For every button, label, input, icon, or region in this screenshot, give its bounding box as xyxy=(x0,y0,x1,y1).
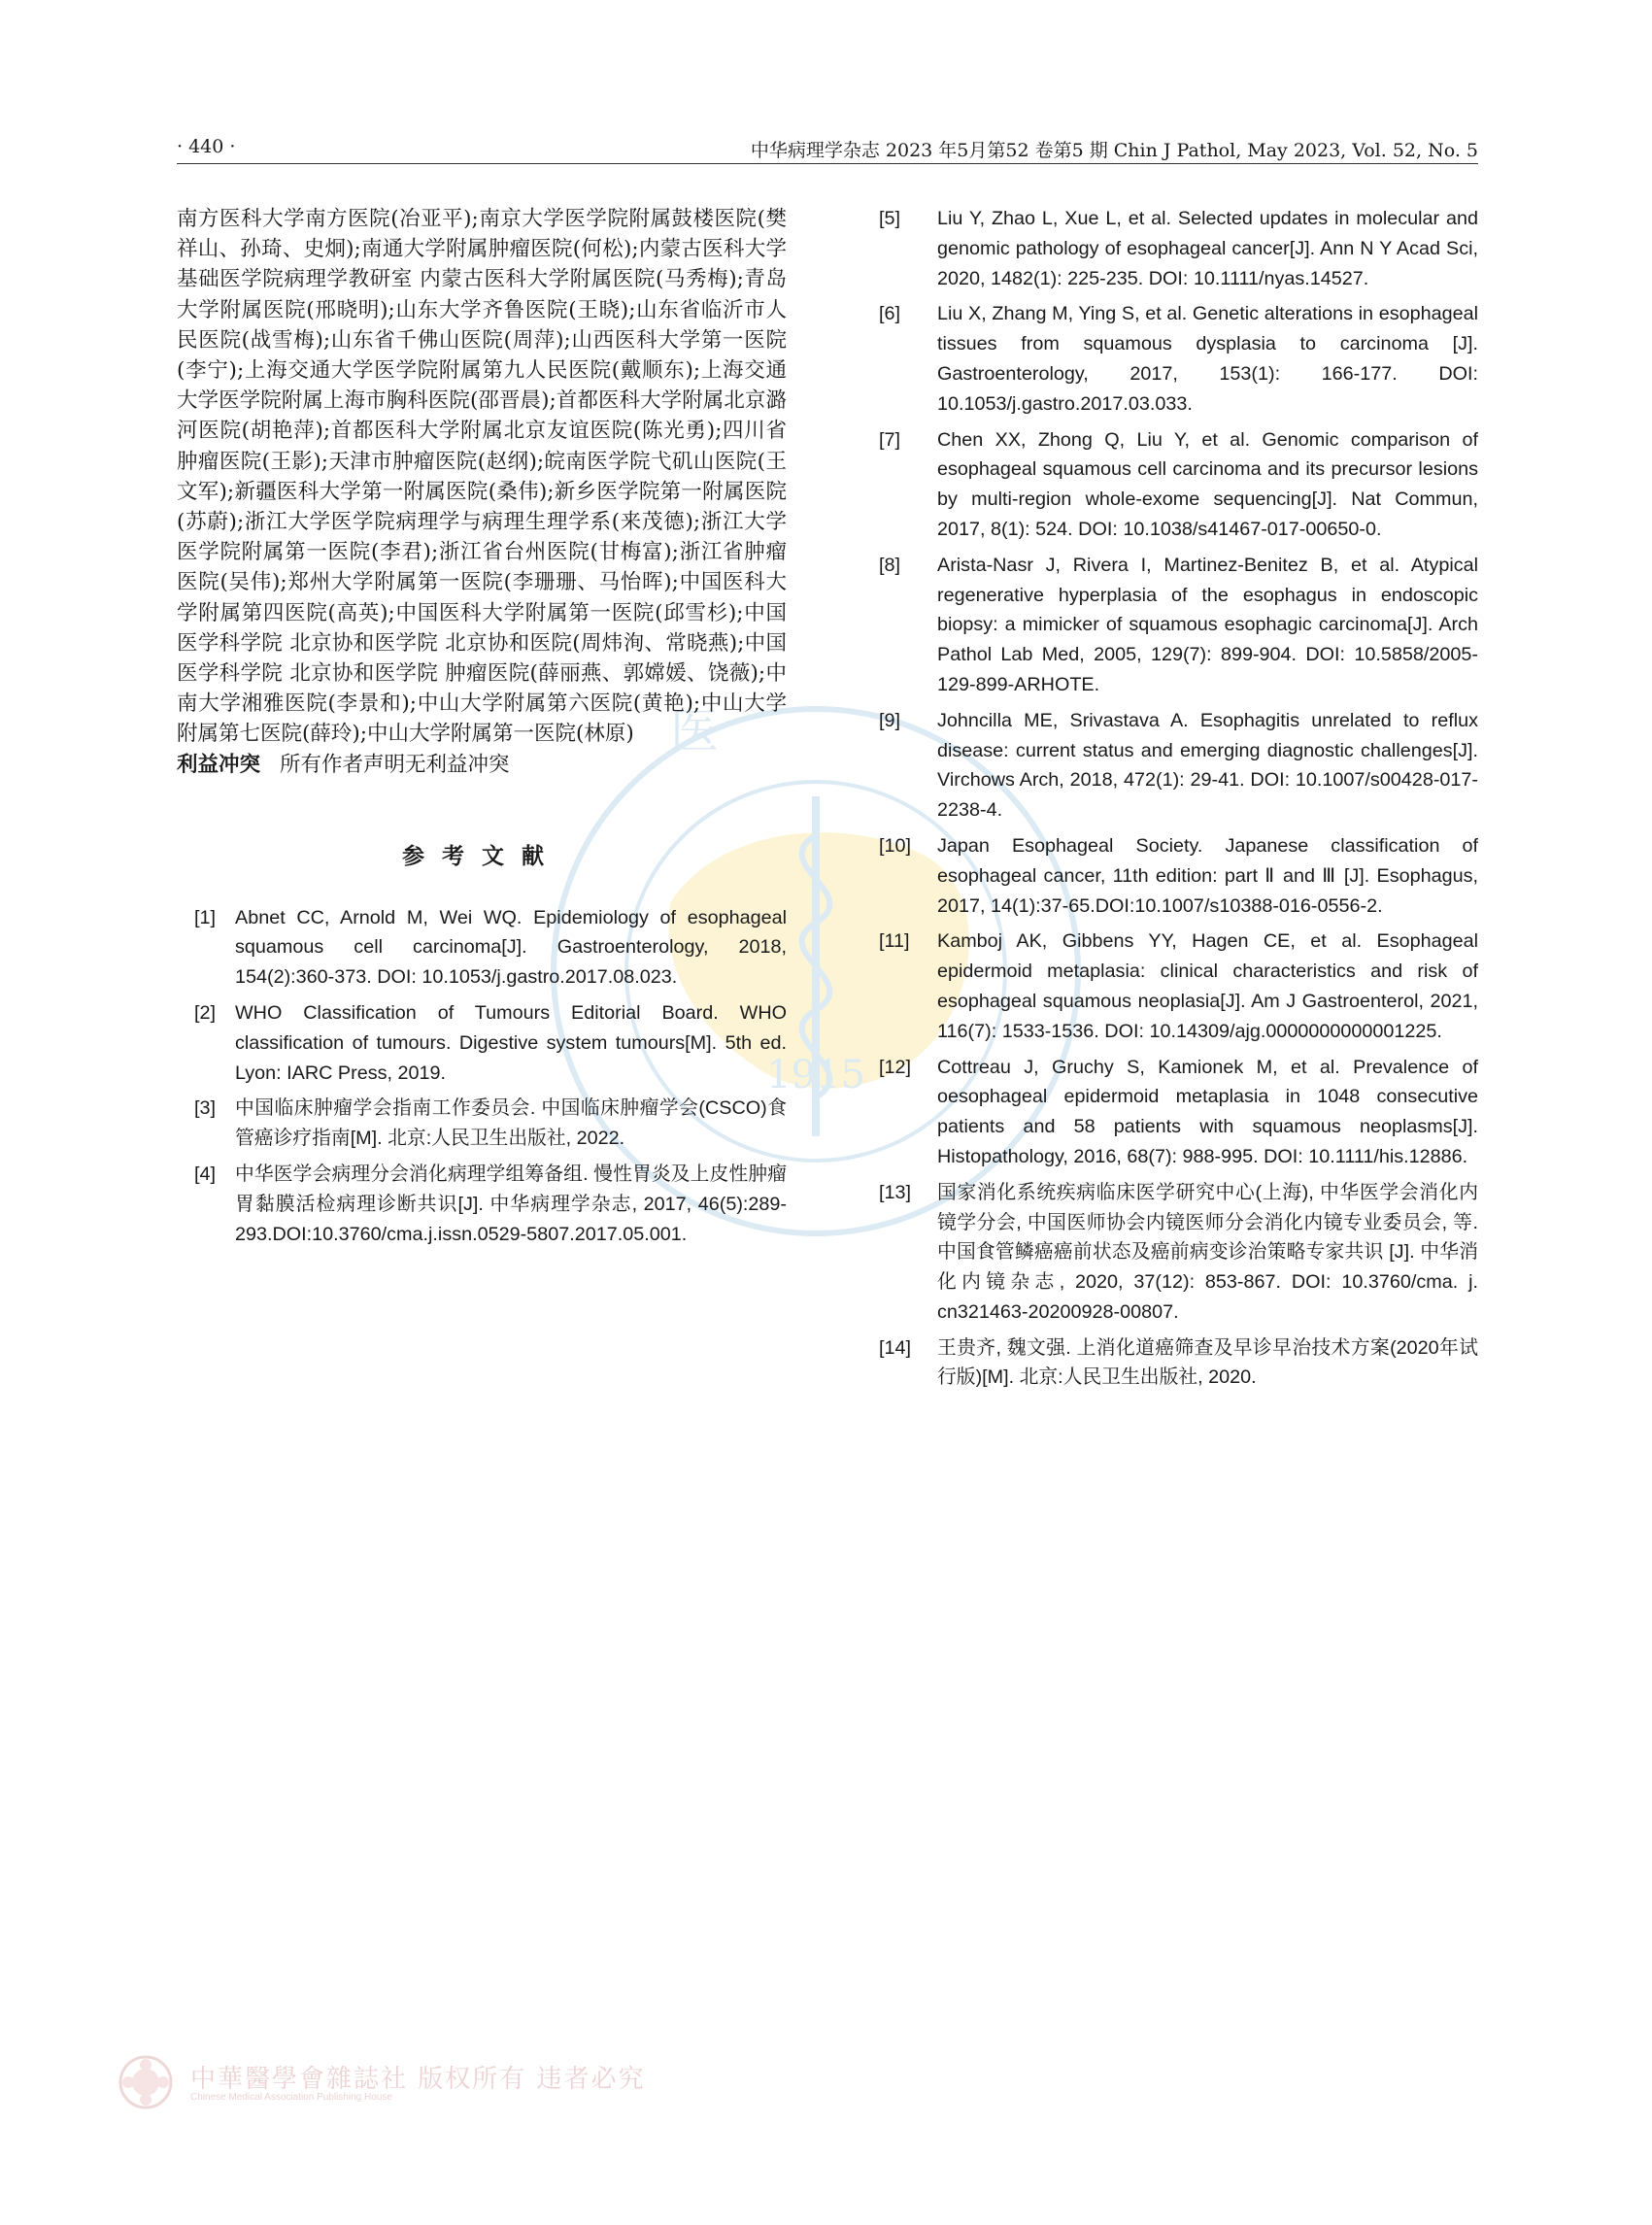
reference-item xyxy=(177,1160,787,1249)
reference-item xyxy=(177,1094,787,1154)
publisher-footer-watermark xyxy=(115,2053,746,2111)
conflict-label: 利益冲突 xyxy=(177,752,261,777)
reference-text: Liu Y, Zhao L, Xue L, et al. Selected updates in molecular and genomic pathology of esophageal cancer[J]. Ann N Y Acad Sci, 2020, 1482(1): 225-235. DOI: 10.1111/nyas.14527. xyxy=(937,208,1478,289)
reference-number: [9] xyxy=(879,709,900,731)
reference-text: WHO Classification of Tumours Editorial Board. WHO classification of tumours. Digestive system tumours[M]. 5th ed. Lyon: IARC Press, 2019. xyxy=(235,1002,787,1084)
reference-item xyxy=(879,299,1478,419)
reference-text: Johncilla ME, Srivastava A. Esophagitis unrelated to reflux disease: current status and emerging diagnostic challenges[J]. Virchows Arch, 2018, 472(1): 29-41. DOI: 10.1007/s00428-017-2238-4. xyxy=(937,709,1478,822)
reference-number: [11] xyxy=(879,930,910,953)
reference-item xyxy=(177,903,787,993)
seal-year: 1915 xyxy=(766,1053,865,1097)
publisher-name: 中華醫學會雜誌社 版权所有 违者必究 xyxy=(190,2065,646,2094)
reference-item xyxy=(879,1053,1478,1172)
running-header xyxy=(177,134,1478,164)
copyright-notice: 版权所有 违者必究 xyxy=(418,2065,646,2094)
publisher-name-en: Chinese Medical Association Publishing House xyxy=(190,2092,392,2103)
publisher-logo-icon xyxy=(115,2053,177,2111)
reference-item xyxy=(879,927,1478,1046)
journal-citation: 中华病理学杂志 2023 年5月第52 卷第5 期 Chin J Pathol, May 2023, Vol. 52, No. 5 xyxy=(750,140,1478,161)
reference-text: Kamboj AK, Gibbens YY, Hagen CE, et al. Esophageal epidermoid metaplasia: clinical characteristics and risk of esophageal squamous neoplasia[J]. Am J Gastroenterol, 2021, 116(7): 1533-1536. DOI: 10.14309/ajg.0000000000001225. xyxy=(937,930,1478,1042)
conflict-of-interest xyxy=(177,750,787,780)
reference-text: 中华医学会病理分会消化病理学组筹备组. 慢性胃炎及上皮性肿瘤胃黏膜活检病理诊断共识[J]. 中华病理学杂志, 2017, 46(5):289-293.DOI:10.3760/cma.j.issn.0529-5807.2017.05.001. xyxy=(235,1163,787,1245)
reference-item xyxy=(879,1333,1478,1394)
references-list-left xyxy=(177,903,787,1250)
reference-number: [7] xyxy=(879,428,900,451)
reference-number: [3] xyxy=(194,1097,216,1120)
reference-text: Abnet CC, Arnold M, Wei WQ. Epidemiology of esophageal squamous cell carcinoma[J]. Gastroenterology, 2018, 154(2):360-373. DOI: 10.1053/j.gastro.2017.08.023. xyxy=(235,906,787,989)
reference-item xyxy=(879,831,1478,921)
reference-number: [8] xyxy=(879,554,900,576)
reference-number: [5] xyxy=(879,208,900,229)
reference-number: [14] xyxy=(879,1336,911,1359)
right-column xyxy=(879,204,1478,1399)
reference-item xyxy=(879,425,1478,545)
reference-text: Chen XX, Zhong Q, Liu Y, et al. Genomic comparison of esophageal squamous cell carcinoma and its precursor lesions by multi-region whole-exome sequencing[J]. Nat Commun, 2017, 8(1): 524. DOI: 10.1038/s41467-017-00650-0. xyxy=(937,428,1478,540)
references-heading: 参考文献 xyxy=(402,843,561,869)
reference-number: [1] xyxy=(194,906,216,928)
reference-text: Arista-Nasr J, Rivera I, Martinez-Benitez B, et al. Atypical regenerative hyperplasia of the esophagus in endoscopic biopsy: a mimicker of squamous esophagic carcinoma[J]. Arch Pathol Lab Med, 2005, 129(7): 899-904. DOI: 10.5858/2005-129-899-ARHOTE. xyxy=(937,554,1478,695)
reference-text: Cottreau J, Gruchy S, Kamionek M, et al. Prevalence of oesophageal epidermoid metaplasia in 1048 consecutive patients and 58 patients with squamous neoplasms[J]. Histopathology, 2016, 68(7): 988-995. DOI: 10.1111/his.12886. xyxy=(937,1056,1478,1167)
reference-text: 王贵齐, 魏文强. 上消化道癌筛查及早诊早治技术方案(2020年试行版)[M]. 北京:人民卫生出版社, 2020. xyxy=(937,1336,1478,1389)
reference-text: Japan Esophageal Society. Japanese classification of esophageal cancer, 11th edition: part Ⅱ and Ⅲ [J]. Esophagus, 2017, 14(1):37-65.DOI:10.1007/s10388-016-0556-2. xyxy=(937,834,1478,917)
left-column xyxy=(177,204,787,1255)
affiliations-paragraph: 南方医科大学南方医院(冶亚平);南京大学医学院附属鼓楼医院(樊祥山、孙琦、史炯);南通大学附属肿瘤医院(何松);内蒙古医科大学基础医学院病理学教研室 内蒙古医科大学附属医院(马秀梅);青岛大学附属医院(邢晓明);山东大学齐鲁医院(王晓);山东省临沂市人民医院(战雪梅);山东省千佛山医院(周萍);山西医科大学第一医院(李宁);上海交通大学医学院附属第九人民医院(戴顺东);上海交通大学医学院附属上海市胸科医院(邵晋晨);首都医科大学附属北京潞河医院(胡艳萍);首都医科大学附属北京友谊医院(陈光勇);四川省肿瘤医院(王影);天津市肿瘤医院(赵纲);皖南医学院弋矶山医院(王文军);新疆医科大学第一附属医院(桑伟);新乡医学院第一附属医院(苏蔚);浙江大学医学院病理学与病理生理学系(来茂德);浙江大学医学院附属第一医院(李君);浙江省台州医院(甘梅富);浙江省肿瘤医院(吴伟);郑州大学附属第一医院(李珊珊、马怡晖);中国医科大学附属第四医院(高英);中国医科大学附属第一医院(邱雪杉);中国医学科学院 北京协和医学院 北京协和医院(周炜洵、常晓燕);中国医学科学院 北京协和医学院 肿瘤医院(薛丽燕、郭嫦媛、饶薇);中南大学湘雅医院(李景和);中山大学附属第六医院(黄艳);中山大学附属第七医院(薛玲);中山大学附属第一医院(林原) xyxy=(177,207,787,747)
reference-number: [13] xyxy=(879,1181,911,1203)
reference-text: Liu X, Zhang M, Ying S, et al. Genetic alterations in esophageal tissues from squamous dysplasia to carcinoma [J]. Gastroenterology, 2017, 153(1): 166-177. DOI: 10.1053/j.gastro.2017.03.033. xyxy=(937,303,1478,415)
reference-item xyxy=(879,204,1478,293)
reference-item xyxy=(879,1178,1478,1328)
reference-number: [12] xyxy=(879,1056,911,1078)
reference-number: [6] xyxy=(879,303,900,325)
reference-item xyxy=(177,998,787,1088)
reference-number: [2] xyxy=(194,1002,216,1025)
reference-text: 国家消化系统疾病临床医学研究中心(上海), 中华医学会消化内镜学分会, 中国医师协会内镜医师分会消化内镜专业委员会, 等. 中国食管鳞癌癌前状态及癌前病变诊治策略专家共识 [J]. 中华消化内镜杂志, 2020, 37(12): 853-867. DOI: 10.3760/cma. j. cn321463-20200928-00807. xyxy=(937,1181,1478,1323)
reference-number: [4] xyxy=(194,1163,216,1186)
reference-item xyxy=(879,551,1478,700)
reference-number: [10] xyxy=(879,834,911,857)
reference-item xyxy=(879,706,1478,826)
seal-character: 医 xyxy=(670,703,719,759)
reference-text: 中国临床肿瘤学会指南工作委员会. 中国临床肿瘤学会(CSCO)食管癌诊疗指南[M]. 北京:人民卫生出版社, 2022. xyxy=(235,1097,787,1150)
page-number: · 440 · xyxy=(177,136,236,157)
references-list-right xyxy=(879,204,1478,1393)
conflict-text: 所有作者声明无利益冲突 xyxy=(280,752,510,777)
